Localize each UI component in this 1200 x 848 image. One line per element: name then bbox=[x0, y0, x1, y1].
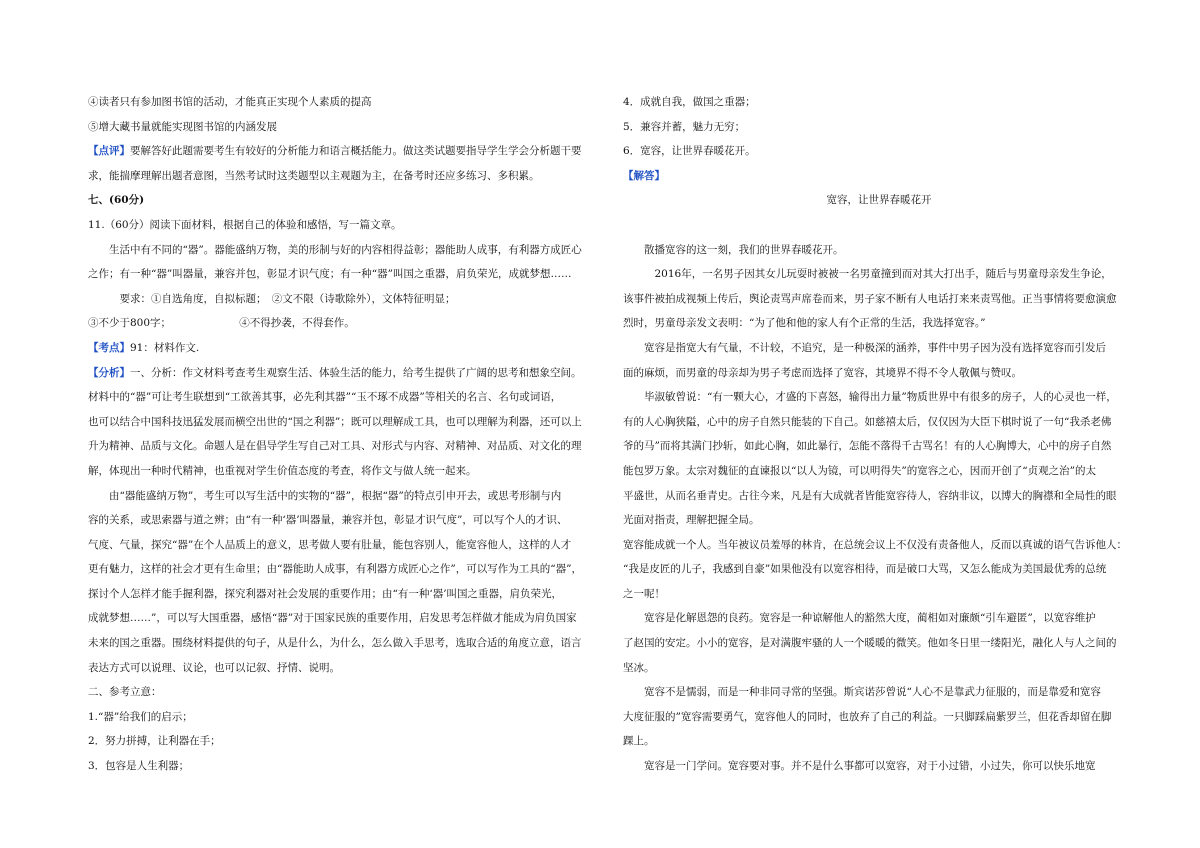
line-text: 之作；有一种“器”叫器量，兼容并包，彰显才识气度；有一种“器”叫国之重器，肩负荣光，成就梦想…… bbox=[88, 268, 572, 281]
section-tag: 【点评】 bbox=[88, 145, 130, 158]
text-line bbox=[623, 680, 1135, 705]
line-text: 升为精神、品质与文化。命题人是在倡导学生写自己对工具、对形式与内容、对精神、对品质、对文化的理 bbox=[88, 440, 582, 453]
text-line bbox=[88, 188, 593, 213]
line-text: 气度、气量，探究“器”在个人品质上的意义，思考做人要有肚量，能包容别人，能宽容他人，这样的人才 bbox=[88, 538, 572, 551]
line-text: 容的关系，或思索器与道之辨；由“有一种‘器’叫器量，兼容并包，彰显才识气度”，可以写个人的才识、 bbox=[88, 514, 568, 527]
line-text: 之一呢！ bbox=[623, 587, 665, 600]
text-line bbox=[88, 115, 593, 140]
line-text: 未来的国之重器。围绕材料提供的句子，从是什么，为什么，怎么做入手思考，选取合适的角度立意，语言 bbox=[88, 637, 582, 650]
line-text: 平盛世，从而名垂青史。古往今来，凡是有大成就者皆能宽容待人，容纳非议，以博大的胸襟和全局性的眼 bbox=[623, 489, 1117, 502]
text-line bbox=[623, 656, 1135, 681]
line-text: 2．努力拼搏，让利器在手； bbox=[88, 735, 221, 748]
text-line bbox=[623, 139, 1135, 164]
line-text: ⑤增大藏书量就能实现图书馆的内涵发展 bbox=[88, 120, 277, 133]
line-text: 2016年，一名男子因其女儿玩耍时被被一名男童撞到而对其大打出手，随后与男童母亲发生争论， bbox=[654, 268, 1112, 281]
text-line bbox=[623, 238, 1135, 263]
text-line bbox=[623, 729, 1135, 754]
line-text: 6．宽容，让世界春暖花开。 bbox=[623, 145, 756, 158]
text-line bbox=[623, 311, 1135, 336]
line-text: 宽容能成就一个人。当年被议员羞辱的林肯，在总统会议上不仅没有责备他人，反而以真诚的语气告诉他人： bbox=[623, 538, 1127, 551]
line-text: 一、分析：作文材料考查考生观察生活、体验生活的能力，给考生提供了广阔的思考和想象空间。 bbox=[130, 366, 582, 379]
line-text: 宽容是化解恩怨的良药。宽容是一种谅解他人的豁然大度，蔺相如对廉颇“引车避匿”，以宽容维护 bbox=[644, 612, 1096, 625]
line-text: 宽容是一门学问。宽容要对事。并不是什么事都可以宽容，对于小过错，小过失，你可以快乐地宽 bbox=[644, 760, 1096, 773]
text-line bbox=[88, 508, 593, 533]
line-text: 宽容是指宽大有气量，不计较，不追究，是一种极深的涵养，事件中男子因为没有选择宽容而引发后 bbox=[644, 341, 1106, 354]
line-text: 宽容，让世界春暖花开 bbox=[826, 194, 932, 207]
line-text: 探讨个人怎样才能手握利器，探究利器对社会发展的重要作用；由“有一种‘器’叫国之重器，肩负荣光， bbox=[88, 587, 563, 600]
text-line bbox=[88, 729, 593, 754]
text-line bbox=[88, 410, 593, 435]
text-line bbox=[623, 115, 1135, 140]
text-line bbox=[623, 631, 1135, 656]
text-line bbox=[623, 262, 1135, 287]
line-text: 求，能揣摩理解出题者意图，当然考试时这类题型以主观题为主，在备考时还应多练习、多积累。 bbox=[88, 169, 540, 182]
text-line bbox=[88, 754, 593, 779]
line-text: 也可以结合中国科技迅猛发展而横空出世的“国之利器”；既可以理解成工具，也可以理解为利器，还可以上 bbox=[88, 415, 582, 428]
line-text: 该事件被拍成视频上传后，舆论责骂声席卷而来，男子家不断有人电话打来来责骂他。正当事情将要愈演愈 bbox=[623, 292, 1117, 305]
line-text: 踝上。 bbox=[623, 735, 655, 748]
text-line bbox=[88, 361, 593, 386]
text-line bbox=[88, 139, 593, 164]
text-line bbox=[623, 459, 1135, 484]
line-text: 由“器能盛纳万物”，考生可以写生活中的实物的“器”，根据“器”的特点引申开去，或思考形制与内 bbox=[109, 489, 562, 502]
text-line bbox=[623, 582, 1135, 607]
text-line bbox=[88, 705, 593, 730]
line-text: 生活中有不同的“器”。器能盛纳万物，美的形制与好的内容相得益彰；器能助人成事，有利器方成匠心 bbox=[109, 243, 582, 256]
text-line bbox=[88, 311, 593, 336]
left-column bbox=[88, 90, 593, 779]
section-tag: 【分析】 bbox=[88, 366, 130, 379]
right-column bbox=[623, 90, 1135, 779]
line-text: 爷的马”而将其满门抄斩，如此心胸，如此暴行，怎能不落得千古骂名！有的人心胸博大，心中的房子自然 bbox=[623, 440, 1112, 453]
line-text: 有的人心胸狭隘，心中的房子自然只能装的下自己。如慈禧太后，仅仅因为大臣下棋时说了一句“我杀老佛 bbox=[623, 415, 1112, 428]
line-text: 解，体现出一种时代精神，也重视对学生价值态度的考查，将作文与做人统一起来。 bbox=[88, 464, 477, 477]
line-text: 宽容不是懦弱，而是一种非同寻常的坚强。斯宾诺莎曾说“人心不是靠武力征服的，而是靠爱和宽容 bbox=[644, 686, 1101, 699]
text-line bbox=[88, 336, 593, 361]
text-line bbox=[88, 287, 593, 312]
line-text: 1.“器”给我们的启示； bbox=[88, 710, 193, 723]
line-text: “我是皮匠的儿子，我感到自豪”如果他没有以宽容相待，而是破口大骂，又怎么能成为美国最优秀的总统 bbox=[623, 563, 1107, 576]
line-text: 11.（60分）阅读下面材料，根据自己的体验和感悟，写一篇文章。 bbox=[88, 218, 402, 231]
text-line bbox=[88, 434, 593, 459]
text-line bbox=[623, 754, 1135, 779]
line-text: 4．成就自我，做国之重器； bbox=[623, 96, 756, 108]
text-line bbox=[88, 557, 593, 582]
line-text: 成就梦想……”，可以写大国重器，感悟“器”对于国家民族的重要作用，启发思考怎样做才能成为肩负国家 bbox=[88, 612, 577, 625]
text-line bbox=[623, 385, 1135, 410]
text-line bbox=[88, 533, 593, 558]
line-text: 能包罗万象。太宗对魏征的直谏报以“以人为镜，可以明得失”的宽容之心，因而开创了“贞观之治”的太 bbox=[623, 464, 1096, 477]
line-text: 91：材料作文. bbox=[130, 341, 200, 354]
text-line bbox=[88, 238, 593, 263]
text-line bbox=[623, 434, 1135, 459]
text-line bbox=[88, 385, 593, 410]
text-line bbox=[623, 188, 1135, 213]
line-text: 大度征服的”宽容需要勇气，宽容他人的同时，也放弃了自己的利益。一只脚踩扁紫罗兰，但花香却留在脚 bbox=[623, 710, 1112, 723]
line-text: 七、(60分) bbox=[88, 194, 145, 207]
line-text: 光面对指责，理解把握全局。 bbox=[623, 514, 760, 527]
text-line bbox=[88, 164, 593, 189]
text-line bbox=[623, 484, 1135, 509]
text-line bbox=[623, 164, 1135, 189]
text-line bbox=[623, 705, 1135, 730]
text-line bbox=[623, 508, 1135, 533]
line-text: 材料中的“器”可让考生联想到“工欲善其事，必先利其器”“玉不琢不成器”等相关的名言、名句或词语， bbox=[88, 391, 562, 404]
text-line bbox=[88, 656, 593, 681]
line-text: 3．包容是人生利器； bbox=[88, 760, 190, 773]
blank-line bbox=[623, 213, 1135, 238]
line-text: 散播宽容的这一刻，我们的世界春暖花开。 bbox=[644, 243, 844, 256]
line-text: 毕淑敏曾说：“有一颗大心，才盛的下喜怒，输得出力量”物质世界中有很多的房子，人的心灵也一样， bbox=[644, 391, 1117, 404]
line-text: 表达方式可以说理、议论，也可以记叙、抒情、说明。 bbox=[88, 661, 340, 674]
line-text: 烈时，男童母亲发文表明：“为了他和他的家人有个正常的生活，我选择宽容。” bbox=[623, 317, 986, 330]
line-text: ③不少于800字； ④不得抄袭，不得套作。 bbox=[88, 317, 355, 330]
line-text: 要解答好此题需要考生有较好的分析能力和语言概括能力。做这类试题要指导学生学会分析题干要 bbox=[130, 145, 582, 158]
line-text: ④读者只有参加图书馆的活动，才能真正实现个人素质的提高 bbox=[88, 96, 372, 108]
line-text: 坚冰。 bbox=[623, 661, 655, 674]
text-line bbox=[88, 262, 593, 287]
line-text: 二、参考立意： bbox=[88, 686, 162, 699]
text-line bbox=[88, 213, 593, 238]
text-line bbox=[88, 484, 593, 509]
text-line bbox=[88, 90, 593, 115]
text-line bbox=[88, 606, 593, 631]
line-text: 要求：①自选角度，自拟标题； ②文不限（诗歌除外），文体特征明显； bbox=[119, 292, 456, 305]
line-text: 面的麻烦，而男童的母亲却为男子考虑而选择了宽容，其境界不得不令人敬佩与赞叹。 bbox=[623, 366, 1022, 379]
text-line bbox=[623, 361, 1135, 386]
line-text: 了赵国的安定。小小的宽容，是对满腹牢骚的人一个暖暖的微笑。他如冬日里一缕阳光，融化人与人之间的 bbox=[623, 637, 1117, 650]
text-line bbox=[88, 631, 593, 656]
line-text: 更有魅力，这样的社会才更有生命里；由“器能助人成事，有利器方成匠心之作”，可以写作为工具的“器”， bbox=[88, 563, 582, 576]
text-line bbox=[623, 606, 1135, 631]
text-line bbox=[88, 582, 593, 607]
text-line bbox=[88, 680, 593, 705]
section-tag: 【考点】 bbox=[88, 341, 130, 354]
text-line bbox=[623, 336, 1135, 361]
text-line bbox=[88, 459, 593, 484]
text-line bbox=[623, 90, 1135, 115]
text-line bbox=[623, 287, 1135, 312]
line-text: 5．兼容并蓄，魅力无穷； bbox=[623, 120, 746, 133]
text-line bbox=[623, 533, 1135, 558]
text-line bbox=[623, 557, 1135, 582]
section-tag: 【解答】 bbox=[623, 169, 665, 182]
text-line bbox=[623, 410, 1135, 435]
